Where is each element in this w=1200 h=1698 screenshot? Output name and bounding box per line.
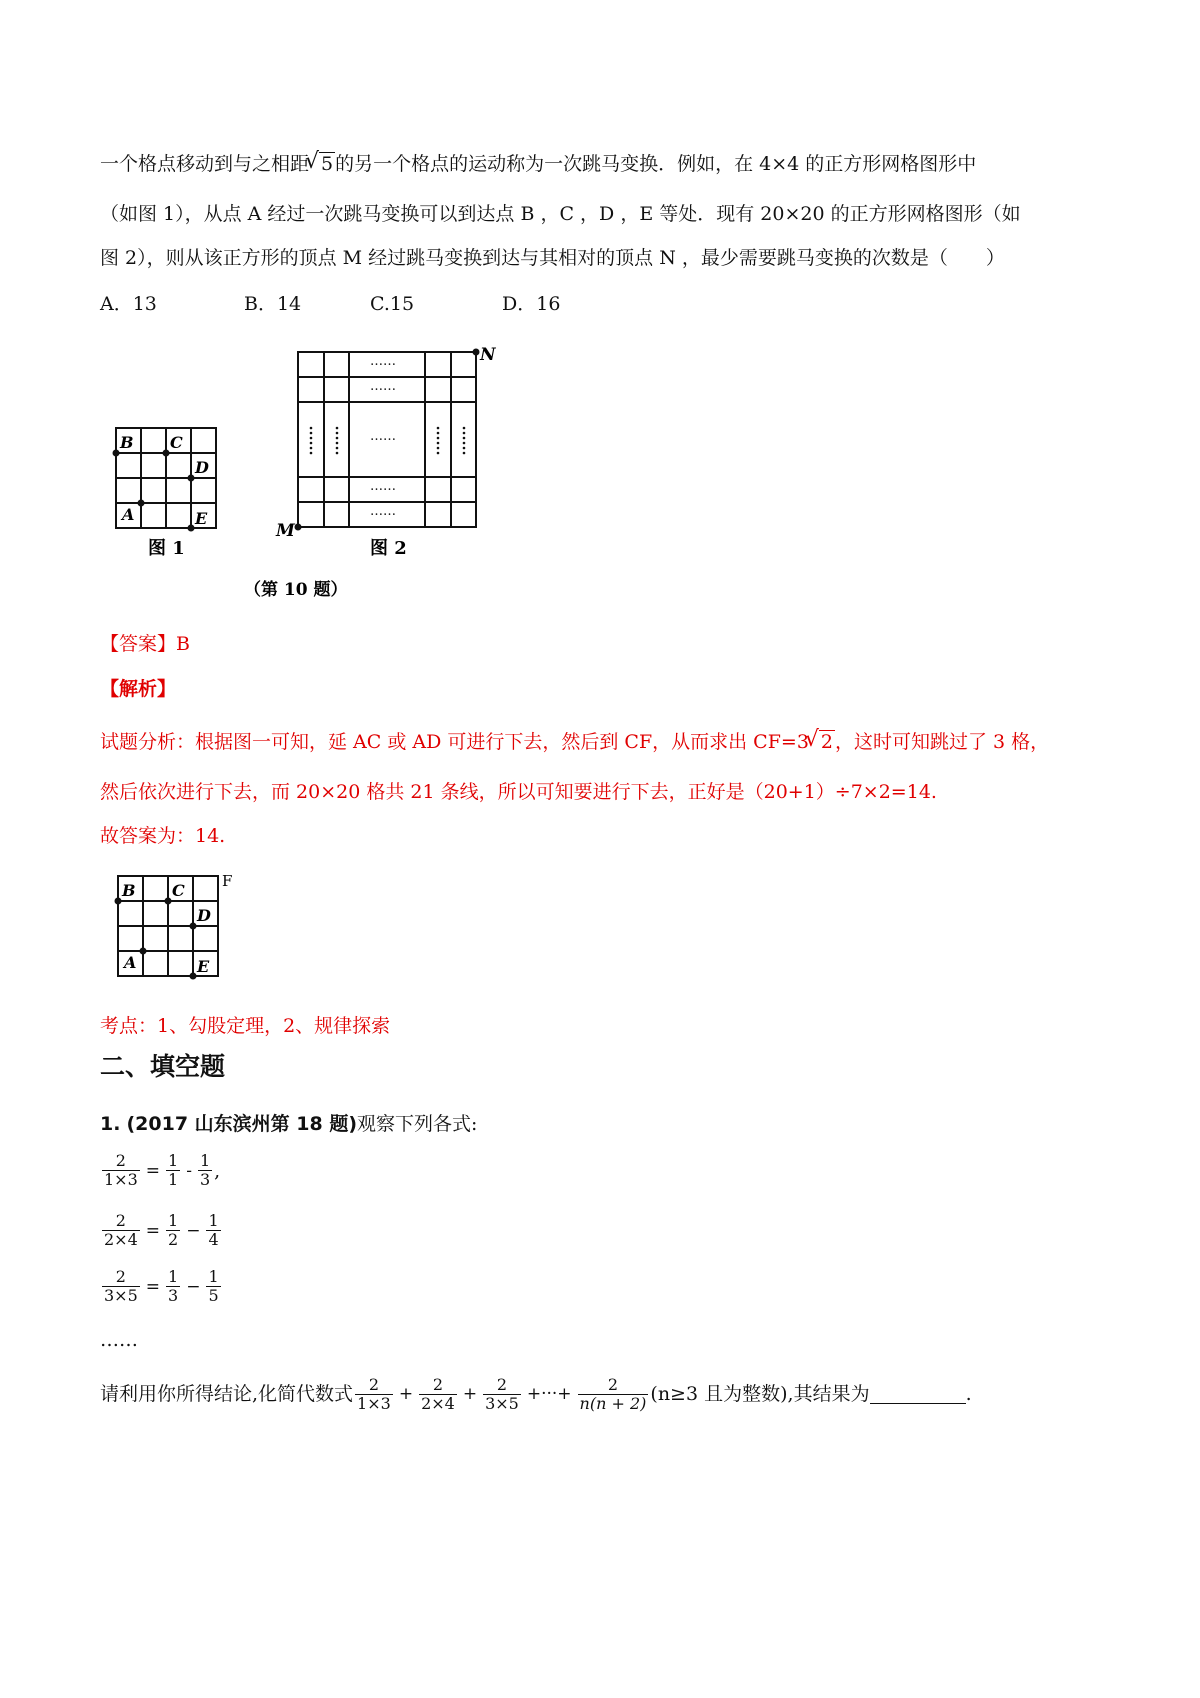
- analysis-line-2: 然后依次进行下去，而 20×20 格共 21 条线，所以可知要进行下去，正好是（20+1）÷7×2=14.: [100, 781, 937, 803]
- fig3-label-e: E: [197, 957, 210, 976]
- fig1-label-a: A: [122, 505, 135, 524]
- analysis-line-3: 故答案为：14.: [100, 825, 226, 847]
- svg-text:……: ……: [370, 504, 396, 519]
- problem-line-1: 一个格点移动到与之相距√ 5 的另一个格点的运动称为一次跳马变换．例如，在 4×4 的正方形网格图形中: [100, 150, 976, 178]
- equation-1: $\frac{2}{1\times 3}$ = $\frac{1}{1}$ - $\frac{1}{3}$ ,: [104, 1151, 221, 1189]
- kaodian: 考点：1、勾股定理，2、规律探索: [100, 1015, 391, 1037]
- svg-text:……: ……: [370, 429, 396, 444]
- fig3-label-c: C: [172, 881, 185, 900]
- answer: 【答案】B: [100, 633, 190, 655]
- fig2-label-n: N: [480, 345, 496, 365]
- figure3: [110, 868, 250, 988]
- option-b: B．14: [244, 293, 302, 315]
- question-line: 请利用你所得结论,化简代数式 $\frac{2}{1\times 3}$ + $\frac{2}{2\times 4}$ + $\frac{2}{3\times 5}$ +···+ $\frac{2}{n(n + 2)}$ (n≥3 且为整数) ,其结果为 .: [100, 1374, 972, 1413]
- fig3-label-f: F: [222, 872, 233, 890]
- equation-3: $\frac{2}{3\times 5}$ = $\frac{1}{3}$ − $\frac{1}{5}$: [104, 1267, 219, 1305]
- svg-text:……: ……: [370, 354, 396, 369]
- problem-line-2: （如图 1），从点 A 经过一次跳马变换可以到达点 B ，C ，D ，E 等处．现有 20×20 的正方形网格图形（如: [100, 203, 1021, 225]
- fig2-label-m: M: [276, 521, 295, 541]
- analysis-line-1: 试题分析：根据图一可知，延 AC 或 AD 可进行下去，然后到 CF，从而求出 CF=3√ 2 ，这时可知跳过了 3 格，: [100, 728, 1049, 756]
- sqrt-2: √ 2: [809, 728, 835, 756]
- fig3-label-b: B: [122, 881, 136, 900]
- equation-2: $\frac{2}{2\times 4}$ = $\frac{1}{2}$ − $\frac{1}{4}$: [104, 1211, 219, 1249]
- fill1-intro: 1. (2017 山东滨州第 18 题)观察下列各式:: [100, 1113, 478, 1135]
- point-m: [295, 524, 302, 531]
- fig1-label-b: B: [120, 433, 134, 452]
- option-c: C.15: [370, 293, 415, 315]
- section-title: 二、填空题: [100, 1052, 226, 1081]
- sqrt-5: √ 5: [309, 150, 335, 178]
- fig1-caption: 图 1: [148, 538, 185, 559]
- figure-caption: （第 10 题）: [244, 580, 348, 600]
- problem-line-3: 图 2），则从该正方形的顶点 M 经过跳马变换到达与其相对的顶点 N ，最少需要跳马变换的次数是（ ）: [100, 247, 1005, 269]
- point-n: [473, 349, 480, 356]
- fig3-label-d: D: [197, 906, 211, 925]
- figures-1-2: [100, 340, 530, 610]
- svg-text:……: ……: [370, 479, 396, 494]
- analysis-label: 【解析】: [100, 678, 177, 700]
- ellipsis: ……: [100, 1329, 138, 1351]
- fig1-label-e: E: [195, 509, 208, 528]
- svg-text:……: ……: [370, 379, 396, 394]
- fig2-caption: 图 2: [370, 538, 407, 559]
- fig3-label-a: A: [124, 953, 137, 972]
- option-a: A．13: [100, 293, 157, 315]
- option-d: D．16: [502, 293, 561, 315]
- fig1-label-c: C: [170, 433, 183, 452]
- figure2-dots: [370, 354, 396, 519]
- answer-blank[interactable]: [870, 1385, 966, 1404]
- fig1-label-d: D: [195, 458, 209, 477]
